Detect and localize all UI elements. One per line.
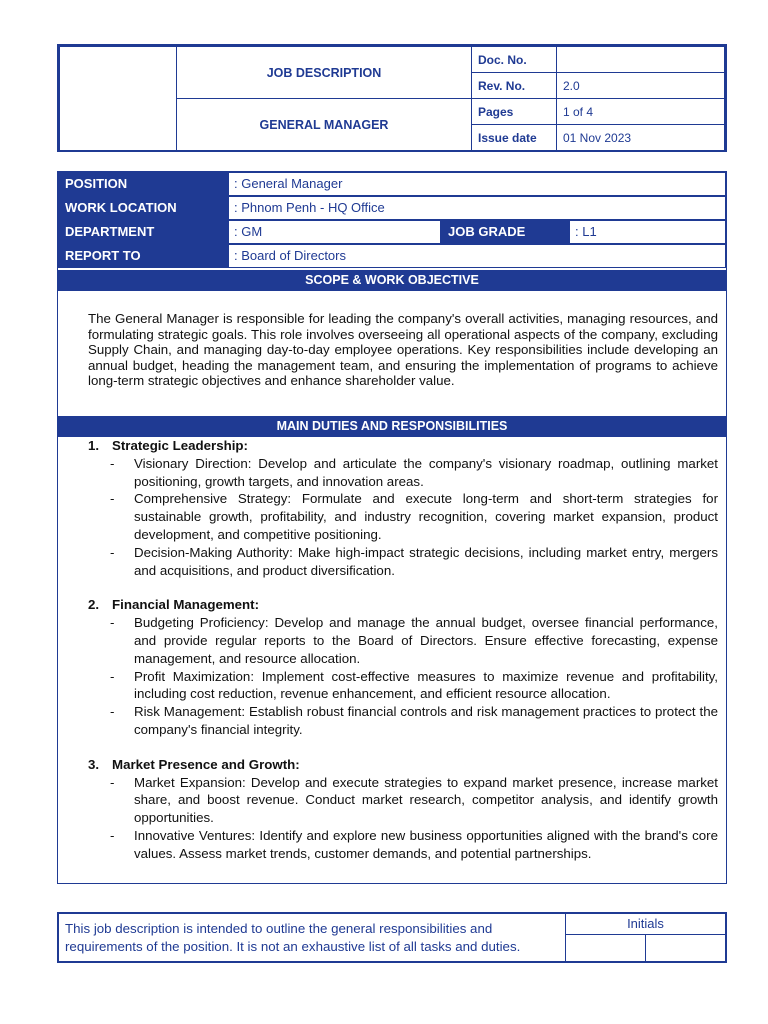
footer-disclaimer-box bbox=[57, 912, 727, 963]
scope-heading: SCOPE & WORK OBJECTIVE bbox=[58, 270, 726, 291]
duty-section-title: Market Presence and Growth: bbox=[112, 756, 300, 772]
document-header bbox=[57, 44, 727, 152]
duties-heading: MAIN DUTIES AND RESPONSIBILITIES bbox=[58, 416, 726, 437]
duty-section-number: 1. bbox=[88, 438, 100, 453]
list-item: - Decision-Making Authority: Make high-impact strategic decisions, including market entry, mergers and acquisitions, and product diversification. bbox=[110, 544, 718, 578]
duty-item-text: Comprehensive Strategy: Formulate and execute long-term and short-term strategies for sustainable growth, profitability, and industry recognition, covering market expansion, product development, and competitive positioning. bbox=[134, 491, 718, 542]
duty-section-heading bbox=[88, 437, 718, 455]
work-location-value: : Phnom Penh - HQ Office bbox=[228, 196, 726, 220]
duties-list bbox=[88, 437, 718, 863]
list-item: - Budgeting Proficiency: Develop and manage the annual budget, oversee financial performance, and provide regular reports to the Board of Directors. Ensure effective forecasting, expense management, and resource allocation. bbox=[110, 615, 718, 666]
duty-item-text: Market Expansion: Develop and execute strategies to expand market presence, increase market share, and boost revenue. Conduct market research, competitor analysis, and identify growth opportunities. bbox=[134, 774, 718, 826]
duty-section-heading bbox=[88, 756, 718, 774]
meta-value-issue-date: 01 Nov 2023 bbox=[557, 125, 725, 151]
job-info-section bbox=[57, 171, 727, 884]
duty-section-number: 2. bbox=[88, 597, 100, 613]
meta-value-pages: 1 of 4 bbox=[557, 99, 725, 125]
list-item: - Risk Management: Establish robust financial controls and risk management practices to protect the company's financial integrity. bbox=[110, 704, 718, 737]
header-table bbox=[59, 46, 725, 151]
duty-section-number: 3. bbox=[88, 756, 100, 772]
scope-text: The General Manager is responsible for leading the company's overall activities, managing resources, and formulating strategic goals. This role involves overseeing all operational aspects of the company, excluding Supply Chain, and managing day-to-day employee operations. Key responsibilities include developing an annual budget, heading the management team, and ensuring the implementation of programs to achieve long-term strategic objectives and enhance shareholder value. bbox=[88, 311, 718, 389]
meta-label-doc-no: Doc. No. bbox=[472, 47, 557, 73]
job-title: GENERAL MANAGER bbox=[177, 99, 472, 151]
duty-item-text: Risk Management: Establish robust financial controls and risk management practices to protect the company's financial integrity. bbox=[134, 704, 718, 737]
duty-item-text: Visionary Direction: Develop and articulate the company's visionary roadmap, outlining market positioning, growth targets, and innovation areas. bbox=[134, 455, 718, 489]
report-to-label: REPORT TO bbox=[58, 244, 228, 268]
list-item: - Visionary Direction: Develop and articulate the company's visionary roadmap, outlining market positioning, growth targets, and innovation areas. bbox=[110, 455, 718, 489]
duty-item-text: Decision-Making Authority: Make high-impact strategic decisions, including market entry, mergers and acquisitions, and product diversification. bbox=[134, 544, 718, 578]
duty-section-heading bbox=[88, 596, 718, 614]
list-item: - Market Expansion: Develop and execute strategies to expand market presence, increase market share, and boost revenue. Conduct market research, competitor analysis, and identify growth opportunities. bbox=[110, 774, 718, 826]
duty-item-text: Profit Maximization: Implement cost-effective measures to maximize revenue and profitability, including cost reduction, revenue enhancement, and efficient resource allocation. bbox=[134, 668, 718, 702]
logo-area bbox=[60, 47, 177, 151]
disclaimer-text: This job description is intended to outline the general responsibilities and requirements of the position. It is not an exhaustive list of all tasks and duties. bbox=[65, 921, 521, 954]
duty-section-title: Financial Management: bbox=[112, 597, 260, 613]
document-type-title: JOB DESCRIPTION bbox=[177, 47, 472, 99]
meta-label-pages: Pages bbox=[472, 99, 557, 125]
job-grade-label: JOB GRADE bbox=[441, 220, 569, 244]
duty-section-title: Strategic Leadership: bbox=[112, 438, 248, 453]
job-grade-value: : L1 bbox=[569, 220, 726, 244]
meta-value-rev-no: 2.0 bbox=[557, 73, 725, 99]
position-label: POSITION bbox=[58, 172, 228, 196]
list-item: - Comprehensive Strategy: Formulate and execute long-term and short-term strategies for sustainable growth, profitability, and industry recognition, covering market expansion, product development, and competitive positioning. bbox=[110, 491, 718, 542]
duty-item-text: Budgeting Proficiency: Develop and manage the annual budget, oversee financial performance, and provide regular reports to the Board of Directors. Ensure effective forecasting, expense management, and resource allocation. bbox=[134, 615, 718, 666]
position-value: : General Manager bbox=[228, 172, 726, 196]
work-location-label: WORK LOCATION bbox=[58, 196, 228, 220]
initials-divider bbox=[645, 935, 646, 961]
department-label: DEPARTMENT bbox=[58, 220, 228, 244]
initials-label: Initials bbox=[566, 914, 725, 935]
report-to-value: : Board of Directors bbox=[228, 244, 726, 268]
department-value: : GM bbox=[228, 220, 441, 244]
list-item: - Profit Maximization: Implement cost-effective measures to maximize revenue and profitability, including cost reduction, revenue enhancement, and efficient resource allocation. bbox=[110, 668, 718, 702]
meta-label-rev-no: Rev. No. bbox=[472, 73, 557, 99]
list-item: - Innovative Ventures: Identify and explore new business opportunities aligned with the brand's core values. Assess market trends, customer demands, and potential partnerships. bbox=[110, 827, 718, 861]
meta-label-issue-date: Issue date bbox=[472, 125, 557, 151]
meta-value-doc-no bbox=[557, 47, 725, 73]
duty-item-text: Innovative Ventures: Identify and explore new business opportunities aligned with the brand's core values. Assess market trends, customer demands, and potential partnerships. bbox=[134, 827, 718, 861]
